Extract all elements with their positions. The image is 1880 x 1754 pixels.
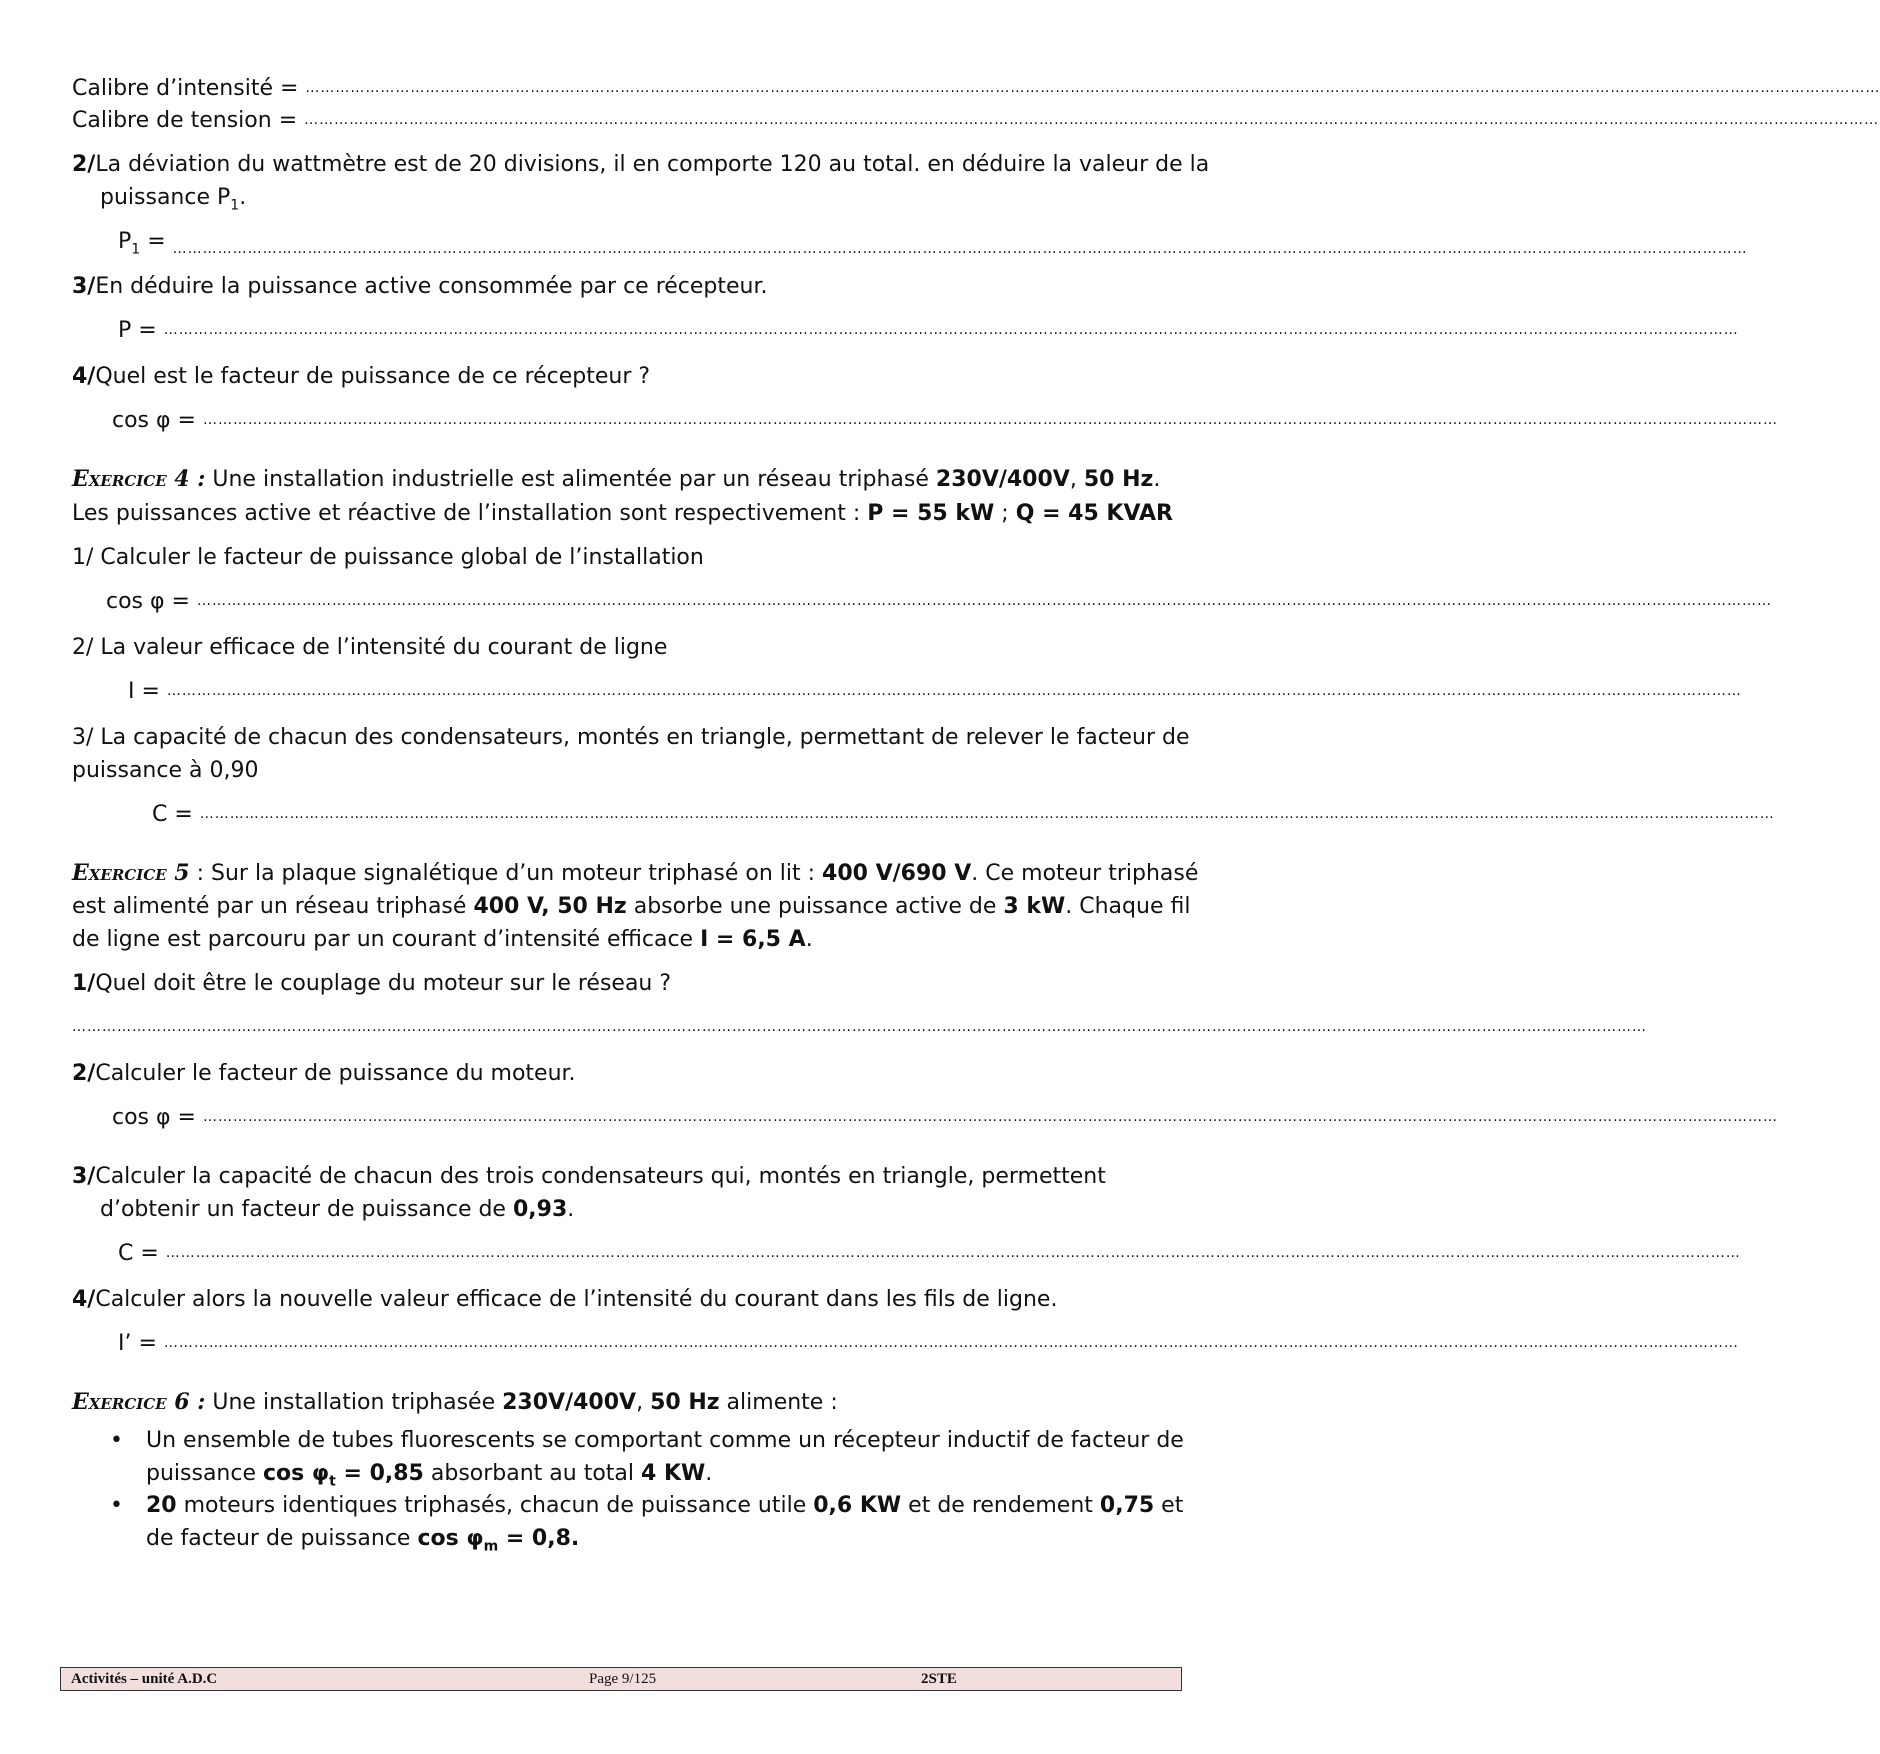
calibre-intensite-line [72,72,1880,105]
bullet-text: et [1154,1493,1184,1518]
calibre-tension-line [72,104,1880,137]
answer-label: cos φ = [112,408,203,433]
question-text: La déviation du wattmètre est de 20 divisions, il en comporte 120 au total. en déduire la valeur de la [95,152,1210,177]
answer-dots: ……………………………………………………………………………………………………………………………………………………………………………………………………………………………………………………………………………………… [72,1019,1647,1035]
text: de ligne est parcouru par un courant d’intensité efficace [72,927,701,952]
answer-dots: ……………………………………………………………………………………………………………………………………………………………………………………………………………………………………………………………………………………… [163,322,1739,338]
text: . Ce moteur triphasé [971,861,1199,886]
text: Une installation industrielle est alimentée par un réseau triphasé [205,467,936,492]
bullet-1-line1 [146,1424,1186,1457]
ex4-question-3-cont [72,754,1182,787]
answer-dots: ……………………………………………………………………………………………………………………………………………………………………………………………………………………………………………………………………………………… [202,1109,1778,1125]
question-text: puissance P [100,185,231,210]
bullet-text: et de rendement [901,1493,1100,1518]
text: ; [994,501,1016,526]
answer-label: P [118,229,132,254]
question-number: 4/ [72,364,96,389]
text: est alimenté par un réseau triphasé [72,894,474,919]
ex4-question-1 [72,541,1182,574]
footer-right: 2STE [921,1671,957,1687]
answer-label: P = [118,318,164,343]
value: cos φ [417,1526,484,1551]
bullet-text: Un ensemble de tubes fluorescents se comportant comme un récepteur inductif de facteur de [146,1428,1184,1453]
p-answer-line [118,314,1739,347]
value: 400 V/690 V [822,861,972,886]
question-text: Calculer le facteur de puissance du moteur. [95,1061,576,1086]
bullet-text: puissance [146,1461,263,1486]
value: P = 55 kW [867,501,995,526]
question-2 [72,148,1210,181]
answer-label: C = [118,1241,166,1266]
exercice-4-intro [72,463,1182,496]
ex5-cos-answer-line [112,1101,1778,1134]
question-number: 2/ [72,152,96,177]
answer-label: cos φ = [112,1105,203,1130]
question-text: Calculer alors la nouvelle valeur efficace de l’intensité du courant dans les fils de ligne. [95,1287,1058,1312]
answer-dots: ……………………………………………………………………………………………………………………………………………………………………………………………………………………………………………………………………………………… [163,1335,1739,1351]
cos-answer-line [112,404,1778,437]
text: , [636,1390,651,1415]
answer-dots: ……………………………………………………………………………………………………………………………………………………………………………………………………………………………………………………………………………………… [196,593,1772,609]
bullet-text: . [705,1461,713,1486]
ex5-question-2 [72,1057,1182,1090]
question-3 [72,270,1182,303]
value: 0,6 KW [813,1493,902,1518]
value: 50 Hz [1083,467,1154,492]
question-text: . [239,185,247,210]
text: Une installation triphasée [205,1390,503,1415]
ex5-question-4 [72,1283,1182,1316]
question-2-cont [100,181,1210,222]
question-text: 2/ La valeur efficace de l’intensité du courant de ligne [72,635,668,660]
ex4-cos-answer-line [106,585,1772,618]
footer-left: Activités – unité A.D.C [71,1671,218,1687]
question-text: Quel doit être le couplage du moteur sur le réseau ? [95,971,672,996]
answer-dots: ……………………………………………………………………………………………………………………………………………………………………………………………………………………………………………………………………………………… [202,412,1778,428]
question-number: 1/ [72,971,96,996]
value: = 0,85 [335,1461,424,1486]
answer-label: cos φ = [106,589,197,614]
text: : Sur la plaque signalétique d’un moteur triphasé on lit : [189,861,823,886]
ex4-c-answer-line [152,798,1775,831]
question-number: 3/ [72,274,96,299]
ex5-i-answer-line [118,1327,1739,1360]
text: Les puissances active et réactive de l’installation sont respectivement : [72,501,868,526]
subscript: m [483,1538,499,1555]
answer-label: C = [152,802,200,827]
value: 20 [146,1493,177,1518]
p1-answer-line [118,225,1748,266]
text: . Chaque fil [1065,894,1191,919]
exercice-5-line2 [72,890,1191,923]
page-number: Page 9/125 [589,1671,657,1687]
value: I = 6,5 A [700,927,806,952]
ex5-q1-answer-line [72,1011,1647,1044]
bullet-text: moteurs identiques triphasés, chacun de puissance utile [176,1493,814,1518]
value: 50 Hz [650,1390,720,1415]
exercice-5-line3 [72,923,1182,956]
text: , [1069,467,1084,492]
ex5-question-3-cont [100,1193,1210,1226]
question-4 [72,360,1182,393]
bullet-2-line1 [146,1489,1186,1522]
bullet-2-line2 [146,1522,1186,1563]
subscript: t [329,1473,336,1490]
answer-label: I = [128,679,167,704]
answer-label: I’ = [118,1331,164,1356]
value: 0,75 [1099,1493,1155,1518]
ex5-question-3 [72,1160,1182,1193]
exercise-title: Exercice 5 [72,860,190,886]
text: absorbe une puissance active de [626,894,1004,919]
value: 230V/400V [502,1390,637,1415]
question-text: Calculer la capacité de chacun des trois condensateurs qui, montés en triangle, permettent [95,1164,1106,1189]
bullet-text: absorbant au total [423,1461,642,1486]
question-text: . [567,1197,575,1222]
exercice-4-line2 [72,497,1182,530]
answer-dots: ……………………………………………………………………………………………………………………………………………………………………………………………………………………………………………………………………………………… [165,1245,1741,1261]
ex4-question-2 [72,631,1182,664]
value: = 0,8. [498,1526,580,1551]
exercice-5-intro [72,857,1199,890]
bullet-icon: • [110,1428,123,1453]
ex5-question-1 [72,967,1182,1000]
calibre-intensite-label: Calibre d’intensité = [72,76,306,101]
answer-dots: ……………………………………………………………………………………………………………………………………………………………………………………………………………………………………………………………………………………… [166,683,1742,699]
answer-dots: ……………………………………………………………………………………………………………………………………………………………………………………………………………………………………………………………………………………… [304,112,1880,128]
answer-dots: ……………………………………………………………………………………………………………………………………………………………………………………………………………………………………………………………………………………… [172,241,1748,258]
ex4-i-answer-line [128,675,1742,708]
exercice-6-intro [72,1386,1182,1419]
exercise-title: Exercice 6 : [72,1389,206,1415]
value: 400 V, 50 Hz [473,894,627,919]
answer-dots: ……………………………………………………………………………………………………………………………………………………………………………………………………………………………………………………………………………………… [305,80,1880,96]
exercise-title: Exercice 4 : [72,466,206,492]
value: Q = 45 KVAR [1015,501,1173,526]
value: 0,93 [512,1197,568,1222]
value: 3 kW [1003,894,1066,919]
calibre-tension-label: Calibre de tension = [72,108,305,133]
ex5-c-answer-line [118,1237,1741,1270]
page-footer [60,1667,1182,1691]
text: alimente : [719,1390,838,1415]
answer-label: = [140,229,173,254]
question-text: En déduire la puissance active consommée par ce récepteur. [95,274,768,299]
question-text: 1/ Calculer le facteur de puissance global de l’installation [72,545,704,570]
question-number: 4/ [72,1287,96,1312]
value: 230V/400V [935,467,1070,492]
question-number: 3/ [72,1164,96,1189]
question-text: 3/ La capacité de chacun des condensateurs, montés en triangle, permettant de relever le facteur de [72,725,1190,750]
text: . [805,927,813,952]
bullet-text: de facteur de puissance [146,1526,418,1551]
question-text: d’obtenir un facteur de puissance de [100,1197,513,1222]
text: . [1153,467,1161,492]
answer-dots: ……………………………………………………………………………………………………………………………………………………………………………………………………………………………………………………………………………………… [199,806,1775,822]
value: 4 KW [641,1461,706,1486]
value: cos φ [263,1461,330,1486]
question-number: 2/ [72,1061,96,1086]
bullet-icon: • [110,1493,123,1518]
subscript: 1 [230,197,240,214]
subscript: 1 [131,241,141,258]
question-text: puissance à 0,90 [72,758,259,783]
question-text: Quel est le facteur de puissance de ce récepteur ? [95,364,651,389]
ex4-question-3 [72,721,1190,754]
